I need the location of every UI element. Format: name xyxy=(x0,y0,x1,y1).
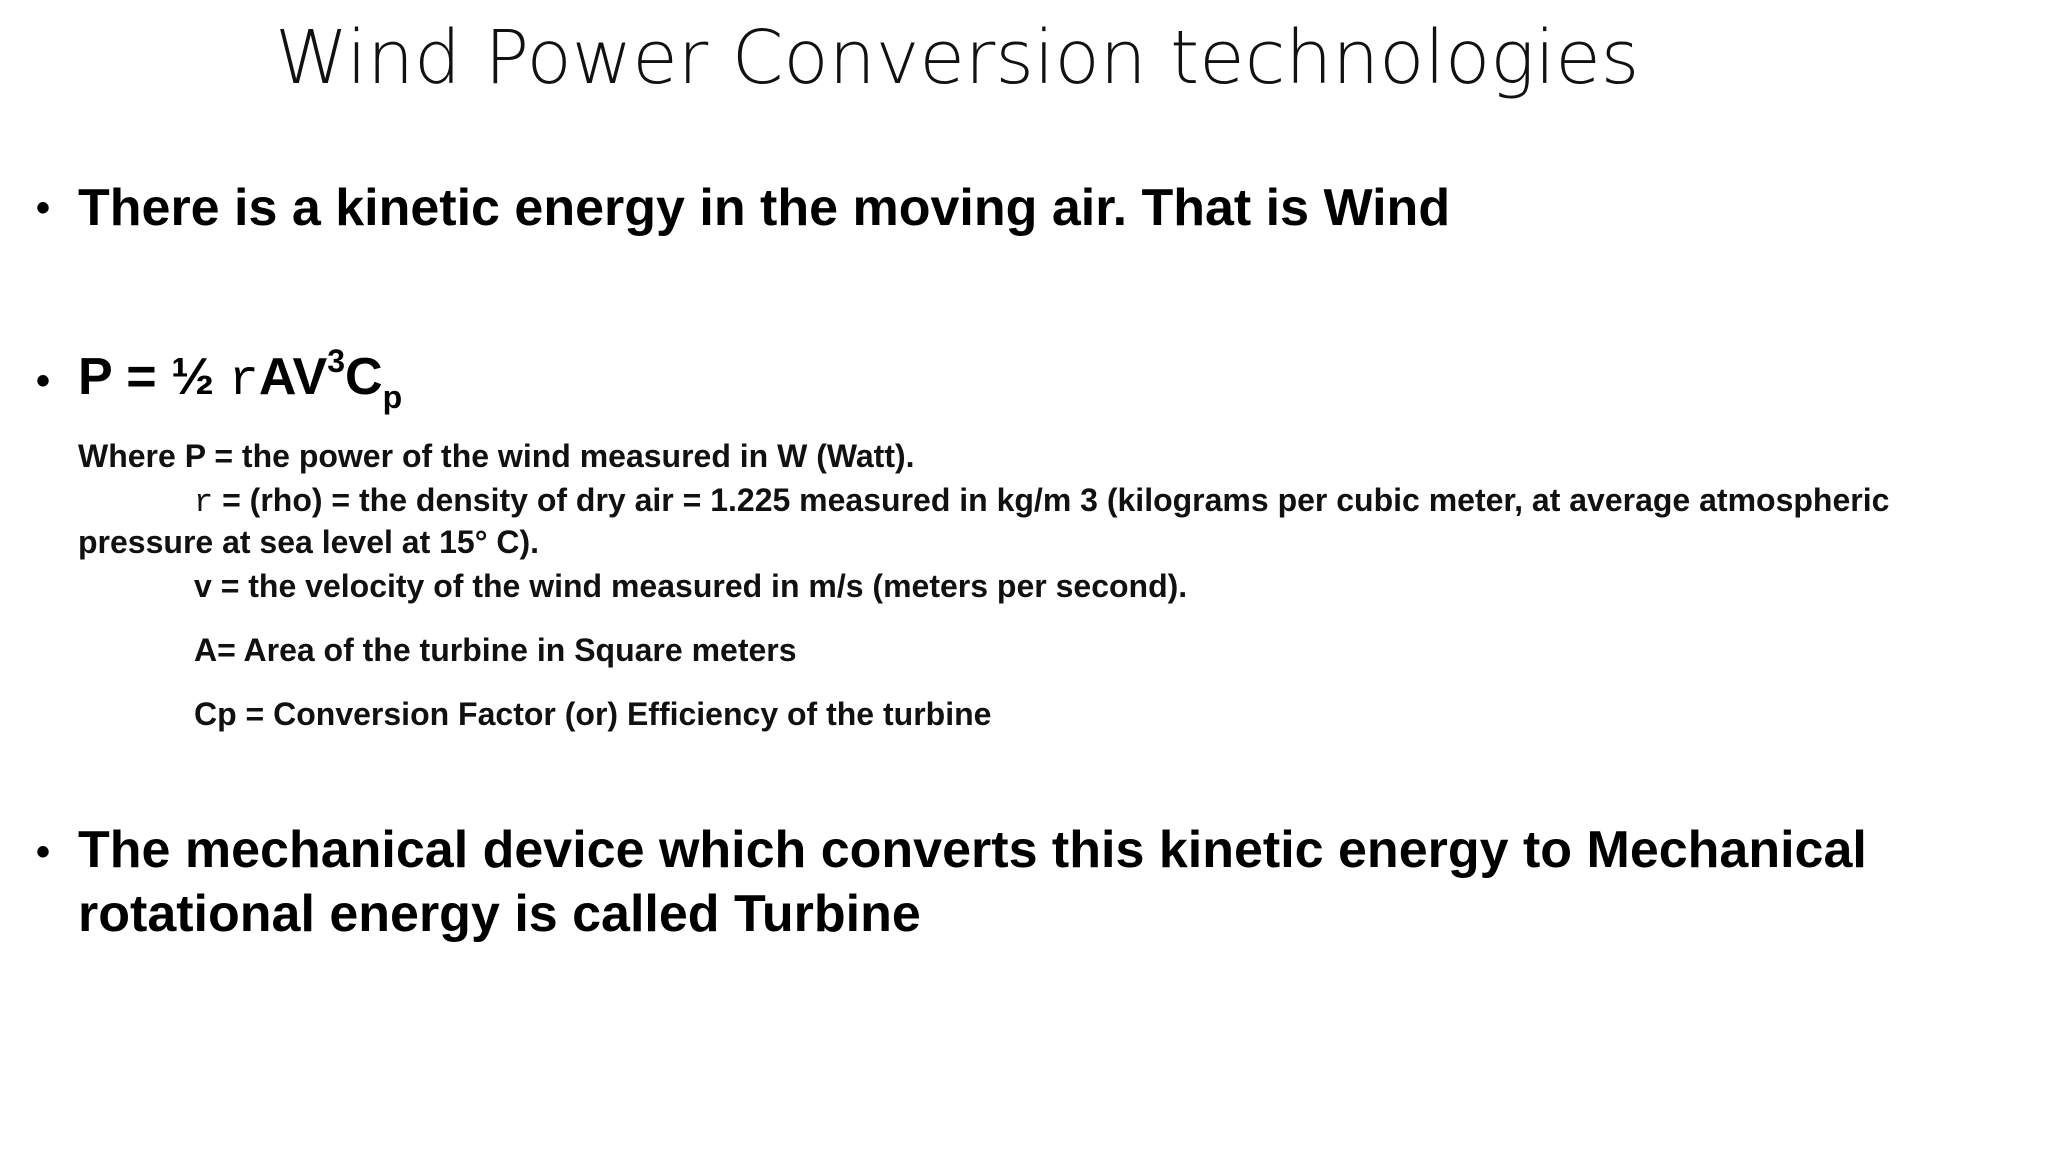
definition-rho xyxy=(194,482,1889,521)
bullet-icon: • xyxy=(36,186,51,230)
definition-p: Where P = the power of the wind measured in W (Watt). xyxy=(78,438,915,474)
formula-av: AV xyxy=(258,348,328,406)
power-formula xyxy=(78,345,402,414)
bullet-text: The mechanical device which converts this kinetic energy to Mechanical rotational energy is called Turbine xyxy=(78,821,1867,943)
formula-prefix: P = ½ xyxy=(78,348,229,406)
formula-subscript: p xyxy=(382,379,403,415)
formula-c: C xyxy=(345,348,383,406)
definition-v: v = the velocity of the wind measured in m/s (meters per second). xyxy=(194,568,1188,604)
definition-cp: Cp = Conversion Factor (or) Efficiency of the turbine xyxy=(194,696,992,732)
rho-symbol: r xyxy=(228,353,259,410)
definition-rho-continued: pressure at sea level at 15° C). xyxy=(78,524,540,560)
bullet-icon: • xyxy=(36,830,51,874)
slide-title: Wind Power Conversion technologies xyxy=(275,15,1640,101)
bullet-icon: • xyxy=(36,359,51,403)
definition-a: A= Area of the turbine in Square meters xyxy=(194,632,797,668)
formula-exponent: 3 xyxy=(327,343,346,379)
rho-symbol: r xyxy=(194,484,214,521)
definition-rho-text: = (rho) = the density of dry air = 1.225 measured in kg/m 3 (kilograms per cubic meter, at average atmospheric xyxy=(213,482,1890,518)
bullet-text: There is a kinetic energy in the moving air. That is Wind xyxy=(78,179,1451,237)
